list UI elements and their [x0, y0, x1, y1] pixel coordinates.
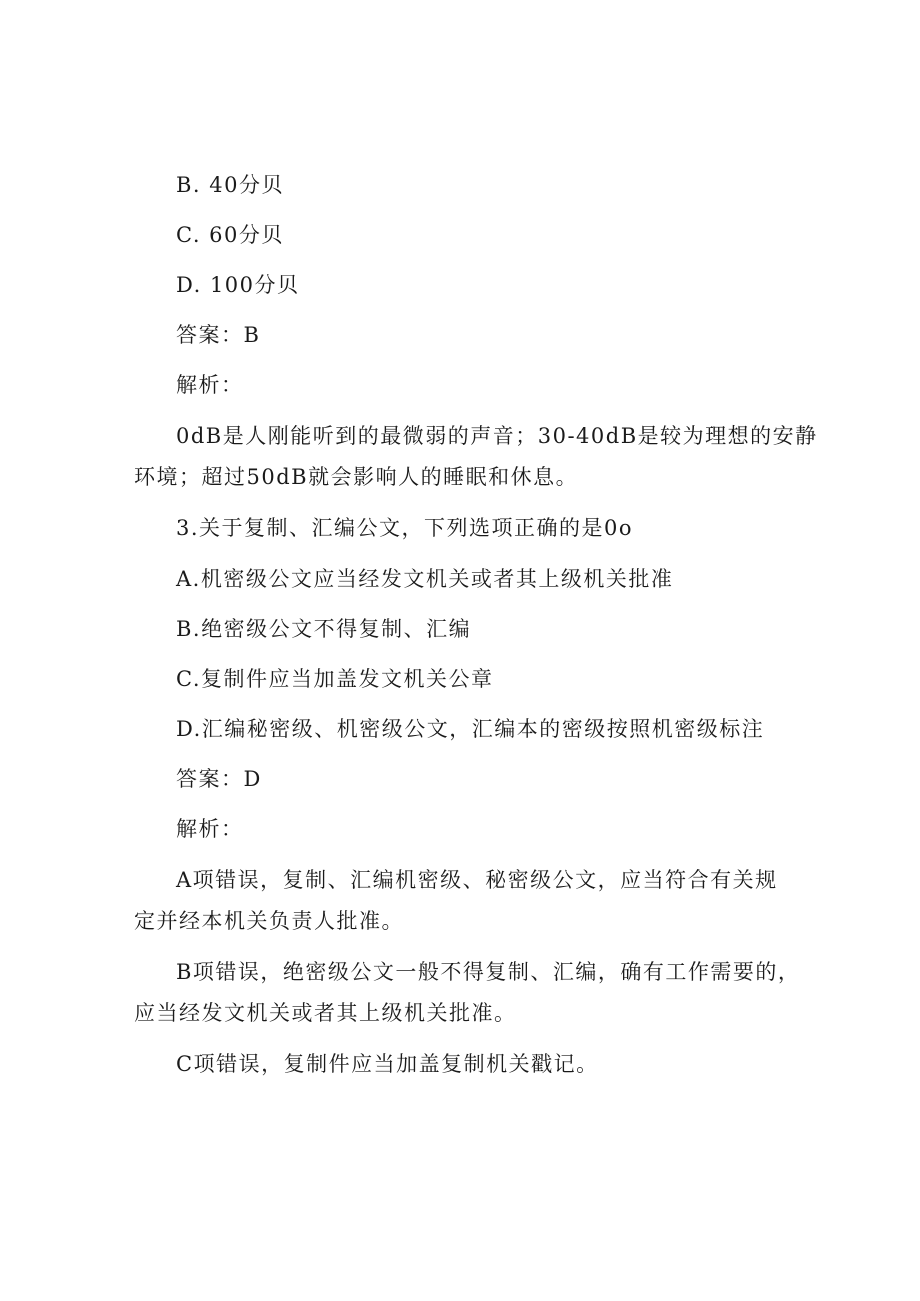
q2-answer: 答案：B: [176, 323, 261, 347]
q3-analysis-a: A项错误，复制、汇编机密级、秘密级公文，应当符合有关规: [176, 868, 778, 892]
q3-analysis-b: B项错误，绝密级公文一般不得复制、汇编，确有工作需要的，: [176, 960, 801, 984]
q2-option-b: B. 40分贝: [176, 173, 285, 197]
q3-option-a: A.机密级公文应当经发文机关或者其上级机关批准: [176, 567, 674, 591]
q3-option-c: C.复制件应当加盖发文机关公章: [176, 667, 494, 691]
q3-analysis-a-cont: 定并经本机关负责人批准。: [134, 909, 404, 933]
q2-analysis-line: 环境；超过50dB就会影响人的睡眠和休息。: [134, 465, 579, 489]
q2-analysis-line: 0dB是人刚能听到的最微弱的声音；30-40dB是较为理想的安静: [176, 424, 818, 448]
q3-analysis-c: C项错误，复制件应当加盖复制机关戳记。: [176, 1052, 599, 1076]
q3-analysis-b-cont: 应当经发文机关或者其上级机关批准。: [134, 1001, 517, 1025]
q3-analysis-label: 解析：: [176, 817, 244, 841]
q2-option-c: C. 60分贝: [176, 223, 284, 247]
q3-answer: 答案：D: [176, 767, 262, 791]
q2-option-d: D. 100分贝: [176, 273, 300, 297]
q2-analysis-label: 解析：: [176, 373, 244, 397]
q3-question: 3.关于复制、汇编公文，下列选项正确的是0o: [176, 516, 634, 540]
q3-option-d: D.汇编秘密级、机密级公文，汇编本的密级按照机密级标注: [176, 717, 765, 741]
q3-option-b: B.绝密级公文不得复制、汇编: [176, 617, 472, 641]
